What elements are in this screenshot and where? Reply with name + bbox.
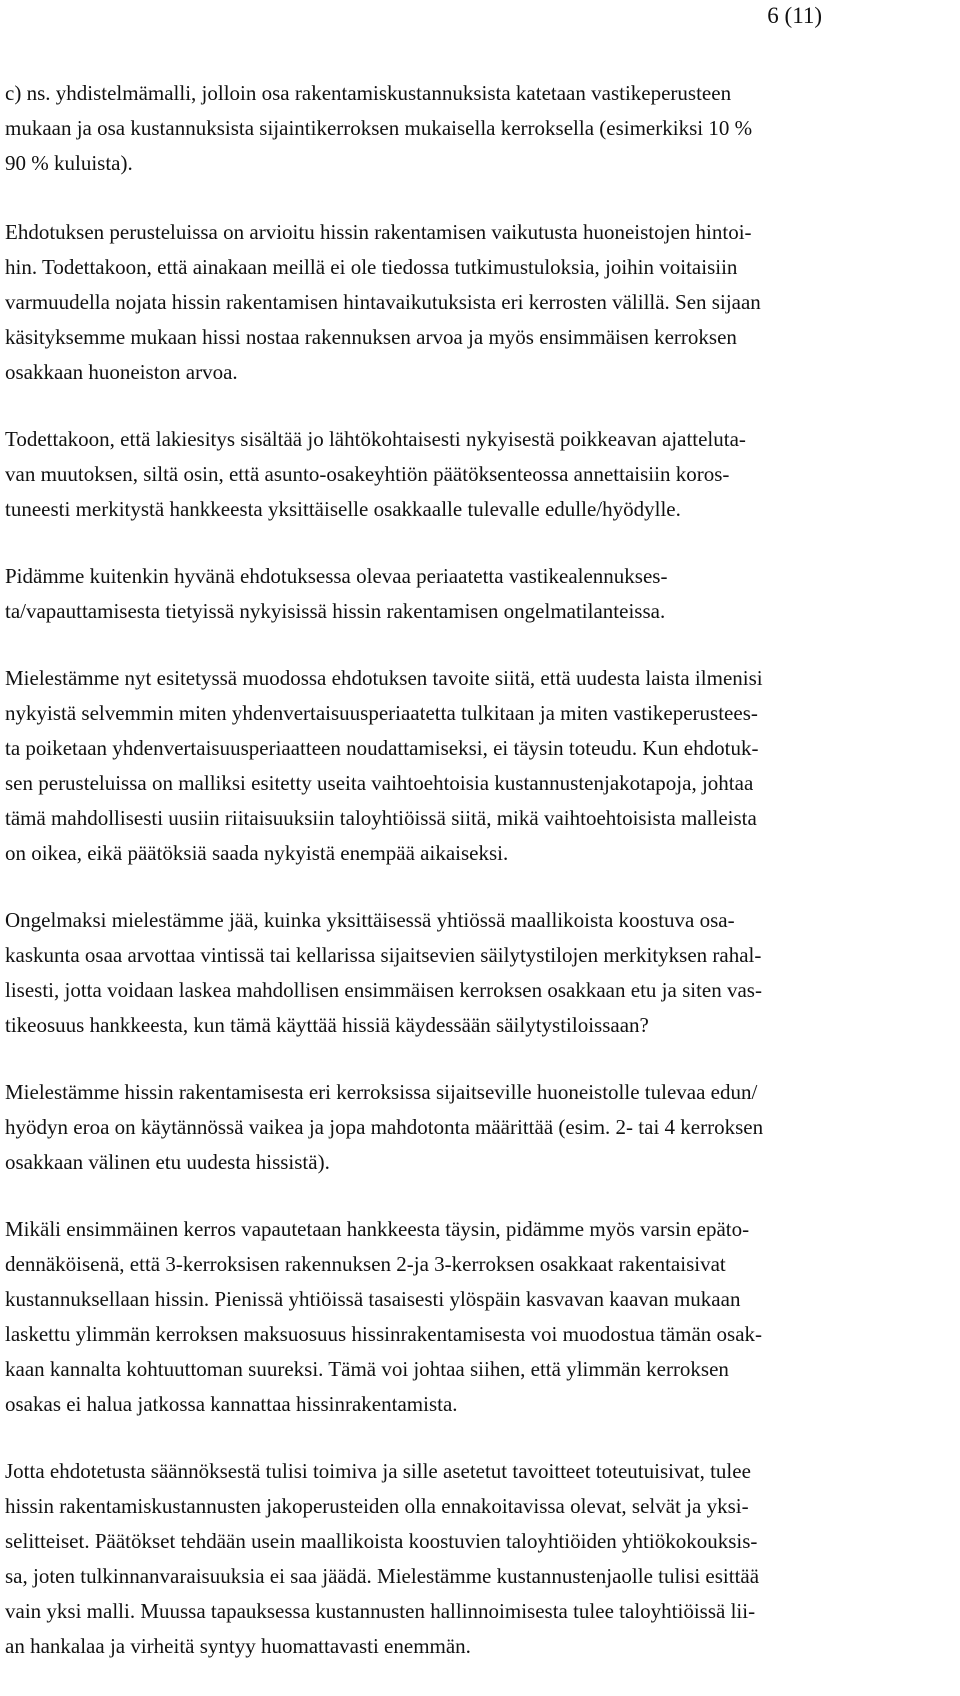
paragraph-single-model [5, 1454, 920, 1664]
text-line: selitteiset. Päätökset tehdään usein maallikoista koostuvien taloyhtiöiden yhtiökokouksis- [5, 1529, 758, 1553]
text-line: nykyistä selvemmin miten yhdenvertaisuusperiaatetta tulkitaan ja miten vastikeperustees- [5, 701, 758, 725]
paragraph-change-of-thinking [5, 422, 920, 527]
text-line: c) ns. yhdistelmämalli, jolloin osa rakentamiskustannuksista katetaan vastikeperusteen [5, 81, 732, 105]
text-line: on oikea, eikä päätöksiä saada nykyistä enempää aikaiseksi. [5, 841, 509, 865]
text-line: vain yksi malli. Muussa tapauksessa kustannusten hallinnoimisesta tulee taloyhtiöissä lii- [5, 1599, 756, 1623]
text-line: 90 % kuluista). [5, 151, 133, 175]
text-line: sa, joten tulkinnanvaraisuuksia ei saa jäädä. Mielestämme kustannustenjaolle tulisi esittää [5, 1564, 760, 1588]
text-line: Mielestämme nyt esitetyssä muodossa ehdotuksen tavoite siitä, että uudesta laista ilmenisi [5, 666, 763, 690]
paragraph-storage-valuation [5, 903, 920, 1043]
text-line: kaskunta osaa arvottaa vintissä tai kellarissa sijaitsevien säilytystilojen merkityksen rahal- [5, 943, 762, 967]
text-line: Todettakoon, että lakiesitys sisältää jo lähtökohtaisesti nykyisestä poikkeavan ajatteluta- [5, 427, 746, 451]
text-line: van muutoksen, siltä osin, että asunto-osakeyhtiön päätöksenteossa annettaisiin koros- [5, 462, 730, 486]
paragraph-option-c [5, 76, 920, 181]
text-line: kustannuksellaan hissin. Pienissä yhtiöissä tasaisesti ylöspäin kasvavan kaavan mukaan [5, 1287, 741, 1311]
document-body [5, 76, 920, 1696]
text-line: an hankalaa ja virheitä syntyy huomattavasti enemmän. [5, 1634, 471, 1658]
paragraph-benefit-difference [5, 1075, 920, 1180]
text-line: ta poiketaan yhdenvertaisuusperiaatteen noudattamiseksi, ei täysin toteudu. Kun ehdotuk- [5, 736, 759, 760]
text-line: Jotta ehdotetusta säännöksestä tulisi toimiva ja sille asetetut tavoitteet toteutuisivat, tulee [5, 1459, 751, 1483]
text-line: hissin rakentamiskustannusten jakoperusteiden olla ennakoitavissa olevat, selvät ja yksi- [5, 1494, 749, 1518]
text-line: dennäköisenä, että 3-kerroksisen rakennuksen 2-ja 3-kerroksen osakkaat rakentaisivat [5, 1252, 726, 1276]
text-line: hin. Todettakoon, että ainakaan meillä ei ole tiedossa tutkimustuloksia, joihin voitaisiin [5, 255, 738, 279]
page-number: 6 (11) [767, 3, 822, 28]
paragraph-equality-principle [5, 661, 920, 871]
text-line: tuneesti merkitystä hankkeesta yksittäiselle osakkaalle tulevalle edulle/hyödylle. [5, 497, 681, 521]
text-line: tikeosuus hankkeesta, kun tämä käyttää hissiä käydessään säilytystiloissaan? [5, 1013, 649, 1037]
text-line: Ongelmaksi mielestämme jää, kuinka yksittäisessä yhtiössä maallikoista koostuva osa- [5, 908, 735, 932]
text-line: Ehdotuksen perusteluissa on arvioitu hissin rakentamisen vaikutusta huoneistojen hintoi- [5, 220, 752, 244]
text-line: laskettu ylimmän kerroksen maksuosuus hissinrakentamisesta voi muodostua tämän osak- [5, 1322, 763, 1346]
text-line: Pidämme kuitenkin hyvänä ehdotuksessa olevaa periaatetta vastikealennukses- [5, 564, 668, 588]
text-line: osakkaan välinen etu uudesta hissistä). [5, 1150, 330, 1174]
text-line: lisesti, jotta voidaan laskea mahdollisen ensimmäisen kerroksen osakkaan etu ja siten vas- [5, 978, 762, 1002]
paragraph-discount-principle [5, 559, 920, 629]
text-line: tämä mahdollisesti uusiin riitaisuuksiin taloyhtiöissä siitä, mikä vaihtoehtoisista malleista [5, 806, 757, 830]
text-line: varmuudella nojata hissin rakentamisen hintavaikutuksista eri kerrosten välillä. Sen sijaan [5, 290, 761, 314]
text-line: käsityksemme mukaan hissi nostaa rakennuksen arvoa ja myös ensimmäisen kerroksen [5, 325, 737, 349]
text-line: mukaan ja osa kustannuksista sijaintikerroksen mukaisella kerroksella (esimerkiksi 10 % [5, 116, 753, 140]
text-line: Mielestämme hissin rakentamisesta eri kerroksissa sijaitseville huoneistolle tulevaa edun/ [5, 1080, 758, 1104]
text-line: sen perusteluissa on malliksi esitetty useita vaihtoehtoisia kustannustenjakotapoja, johtaa [5, 771, 754, 795]
paragraph-price-effects [5, 215, 920, 390]
text-line: osakas ei halua jatkossa kannattaa hissinrakentamista. [5, 1392, 458, 1416]
text-line: osakkaan huoneiston arvoa. [5, 360, 238, 384]
text-line: kaan kannalta kohtuuttoman suureksi. Tämä voi johtaa siihen, että ylimmän kerroksen [5, 1357, 729, 1381]
text-line: Mikäli ensimmäinen kerros vapautetaan hankkeesta täysin, pidämme myös varsin epäto- [5, 1217, 750, 1241]
text-line: hyödyn eroa on käytännössä vaikea ja jopa mahdotonta määrittää (esim. 2- tai 4 kerroksen [5, 1115, 764, 1139]
paragraph-first-floor-exemption [5, 1212, 920, 1422]
text-line: ta/vapauttamisesta tietyissä nykyisissä hissin rakentamisen ongelmatilanteissa. [5, 599, 666, 623]
